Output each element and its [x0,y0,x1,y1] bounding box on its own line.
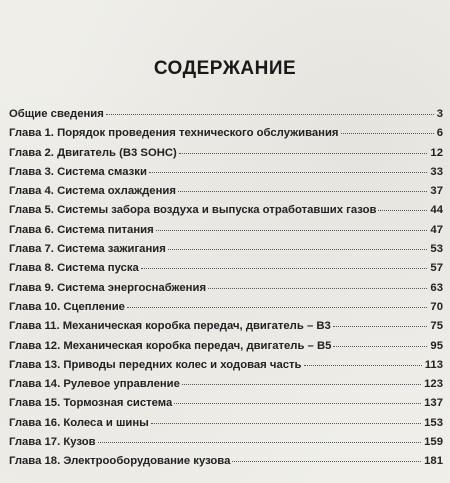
toc-entry-page: 75 [430,320,443,333]
toc-entry [9,282,443,301]
toc-entry-title: Глава 5. Системы забора воздуха и выпуска отработавших газов [9,204,377,217]
toc-entry-title: Глава 7. Система зажигания [9,243,166,256]
toc-entry-title: Глава 10. Сцепление [9,300,125,313]
toc-entry-title: Глава 12. Механическая коробка передач, двигатель – B5 [9,339,332,352]
toc-entry [9,166,443,185]
toc-entry-page: 44 [430,204,443,217]
toc-entry [9,204,443,223]
dot-leader [151,423,421,424]
toc-entry-title: Глава 9. Система энергоснабжения [9,281,207,294]
toc-entry-title: Глава 3. Система смазки [9,165,147,178]
toc-entry-title: Глава 15. Тормозная система [9,397,173,410]
toc-entry-title: Глава 18. Электрооборудование кузова [9,455,231,468]
toc-entry-page: 6 [436,127,443,140]
toc-entry [9,108,443,127]
toc-entry-page: 137 [424,397,443,410]
toc-entry [9,262,443,281]
toc-entry [9,185,443,204]
toc-entry-title: Глава 1. Порядок проведения технического обслуживания [9,127,339,140]
toc-entry-page: 123 [424,378,443,391]
toc-entry-title: Глава 8. Система пуска [9,262,139,275]
toc-entry [9,455,443,474]
dot-leader [141,268,428,269]
toc-entry-title: Глава 14. Рулевое управление [9,378,180,391]
toc-entry [9,147,443,166]
dot-leader [98,442,422,443]
toc-entry-title: Глава 11. Механическая коробка передач, двигатель – B3 [9,320,331,333]
dot-leader [341,133,434,134]
toc-entry-title: Глава 2. Двигатель (B3 SOHC) [9,146,177,159]
toc-entry-page: 37 [430,185,443,198]
dot-leader [168,249,428,250]
toc-entry-title: Глава 4. Система охлаждения [9,185,176,198]
toc-entry-page: 181 [424,455,443,468]
dot-leader [178,191,427,192]
toc-entry-page: 95 [430,339,443,352]
toc-entry [9,359,443,378]
dot-leader [304,365,422,366]
toc-entry [9,224,443,243]
toc-entry [9,417,443,436]
dot-leader [149,172,428,173]
toc-entry [9,127,443,146]
toc-entry [9,301,443,320]
toc-entry-page: 63 [430,281,443,294]
dot-leader [179,153,428,154]
toc-entry-page: 33 [430,165,443,178]
toc-entry [9,378,443,397]
toc-entry-page: 57 [430,262,443,275]
dot-leader [106,114,434,115]
dot-leader [208,288,427,289]
toc-entry-page: 153 [424,416,443,429]
dot-leader [127,307,427,308]
dot-leader [182,384,421,385]
toc-entry-title: Глава 6. Система питания [9,223,154,236]
toc-entry-page: 12 [430,146,443,159]
dot-leader [333,326,428,327]
dot-leader [156,230,428,231]
toc-entry-title: Глава 16. Колеса и шины [9,416,149,429]
page-title: СОДЕРЖАНИЕ [153,58,297,79]
toc-entry-page: 70 [430,300,443,313]
toc-entry-page: 159 [424,436,443,449]
toc-entry [9,320,443,339]
toc-entry-page: 47 [430,223,443,236]
dot-leader [333,346,427,347]
toc-entry-page: 3 [436,108,443,120]
dot-leader [378,210,427,211]
dot-leader [232,461,421,462]
toc-entry [9,340,443,359]
dot-leader [174,403,421,404]
toc-entry-title: Глава 13. Приводы передних колес и ходовая часть [9,358,302,371]
toc-entry [9,243,443,262]
table-of-contents [9,108,443,475]
toc-entry-page: 113 [424,358,443,371]
toc-entry-page: 53 [430,243,443,256]
toc-entry [9,397,443,416]
toc-entry-title: Общие сведения [9,108,104,120]
toc-entry [9,436,443,455]
toc-entry-title: Глава 17. Кузов [9,436,96,449]
